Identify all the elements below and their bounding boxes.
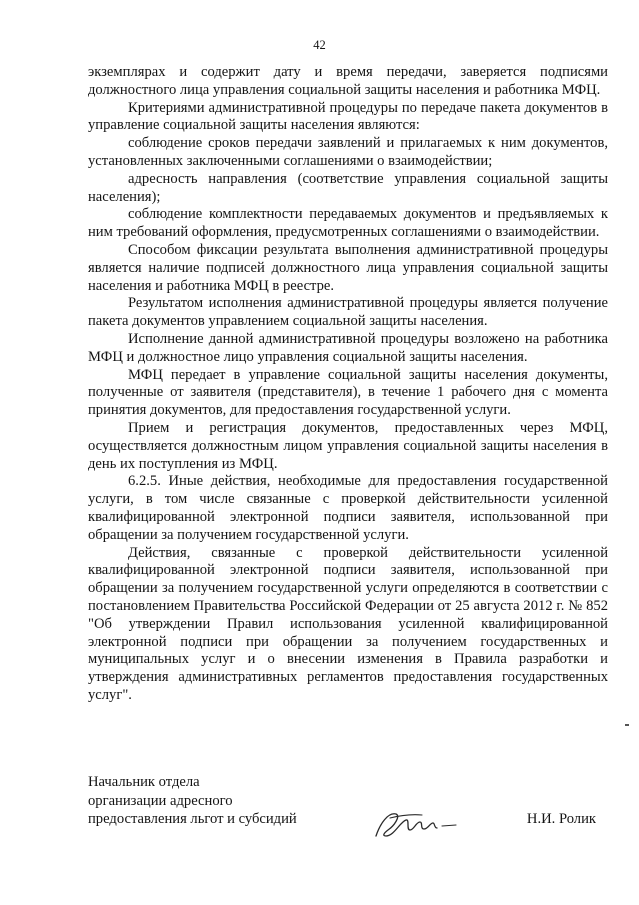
paragraph-section-6-2-5: 6.2.5. Иные действия, необходимые для предоставления государственной услуги, в том числе связанные с проверкой действительности усиленной квалифицированной электронной подписи заявителя, использованной при обращении за получением государственной услуги. <box>88 473 608 543</box>
margin-mark <box>625 724 629 726</box>
paragraph: МФЦ передает в управление социальной защиты населения документы, полученные от заявителя (представителя), в течение 1 рабочего дня с момента принятия документов, для предоставления государственной услуги. <box>88 366 608 419</box>
signatory-position-line: Начальник отдела <box>88 774 200 790</box>
paragraph: Исполнение данной административной процедуры возложено на работника МФЦ и должностное лицо управления социальной защиты населения. <box>88 330 608 365</box>
page-number: 42 <box>313 38 326 52</box>
paragraph: Критериями административной процедуры по передаче пакета документов в управление социальной защиты населения являются: <box>88 99 608 134</box>
paragraph: Результатом исполнения административной процедуры является получение пакета документов управлением социальной защиты населения. <box>88 295 608 330</box>
signatory-name: Н.И. Ролик <box>526 811 596 827</box>
paragraph: Способом фиксации результата выполнения административной процедуры является наличие подписей должностного лица управления социальной защиты населения и работника МФЦ в реестре. <box>88 241 608 294</box>
signature-block <box>88 773 608 829</box>
document-body <box>88 64 608 705</box>
signatory-position-line: предоставления льгот и субсидий <box>88 811 297 827</box>
paragraph: соблюдение комплектности передаваемых документов и предъявляемых к ним требований оформления, предусмотренных соглашениями о взаимодействии. <box>88 206 608 241</box>
paragraph: адресность направления (соответствие управления социальной защиты населения); <box>88 170 608 205</box>
paragraph: Действия, связанные с проверкой действительности усиленной квалифицированной электронной подписи заявителя, использованной при обращении за получением государственной услуги определяются в соответствии с постановлением Правительства Российской Федерации от 25 августа 2012 г. № 852 "Об утверждении Правил использования усиленной квалифицированной электронной подписи при обращении за получением государственных и муниципальных услуг и о внесении изменения в Правила разработки и утверждения административных регламентов предоставления государственных услуг". <box>88 544 608 703</box>
paragraph: соблюдение сроков передачи заявлений и прилагаемых к ним документов, установленных заключенными соглашениями о взаимодействии; <box>88 135 608 169</box>
handwritten-signature <box>370 806 460 844</box>
signatory-position-line: организации адресного <box>88 792 233 809</box>
paragraph: Прием и регистрация документов, предоставленных через МФЦ, осуществляется должностным лицом управления социальной защиты населения в день их поступления из МФЦ. <box>88 419 608 472</box>
paragraph: экземплярах и содержит дату и время передачи, заверяется подписями должностного лица управления социальной защиты населения и работника МФЦ. <box>88 64 608 98</box>
